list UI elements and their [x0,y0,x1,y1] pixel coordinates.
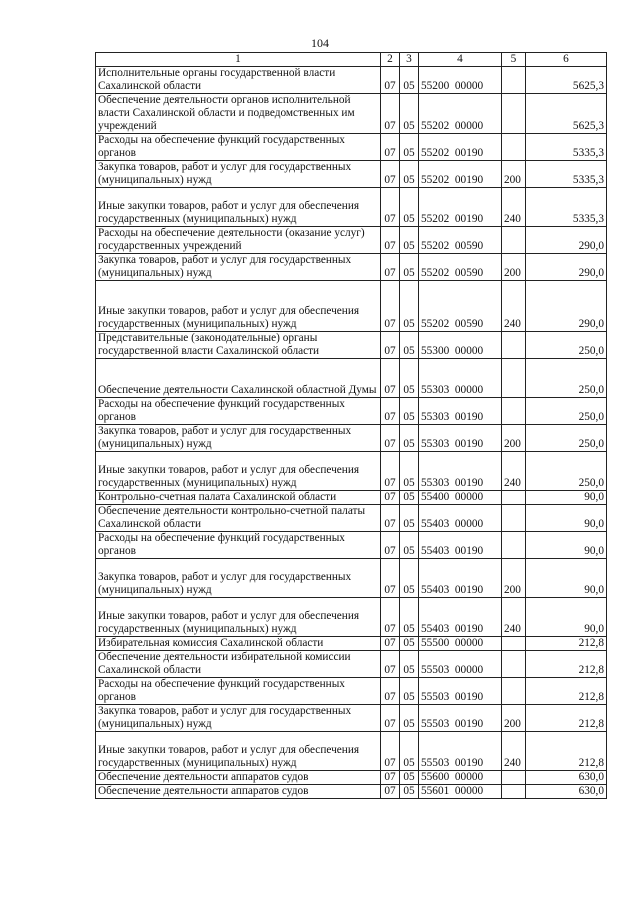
row-target-code-cell: 55200 00000 [419,67,502,94]
row-amount-cell: 212,8 [526,651,607,678]
row-target-code-cell: 55403 00190 [419,532,502,559]
row-section-cell: 07 [381,281,400,332]
page-number: 104 [311,36,329,50]
row-section-cell: 07 [381,771,400,785]
row-subsection-cell: 05 [400,134,419,161]
row-target-code-cell: 55403 00000 [419,505,502,532]
row-amount-cell: 5335,3 [526,161,607,188]
table-row [96,505,607,532]
row-expense-type-cell [502,332,526,359]
row-expense-type-cell [502,134,526,161]
table-row [96,161,607,188]
table-row [96,398,607,425]
row-target-code-cell: 55503 00190 [419,705,502,732]
table-row [96,254,607,281]
row-section-cell: 07 [381,425,400,452]
row-name-cell: Расходы на обеспечение функций государственных органов [96,134,381,161]
row-section-cell: 07 [381,785,400,799]
row-subsection-cell: 05 [400,785,419,799]
table-row [96,134,607,161]
row-target-code-cell: 55303 00190 [419,452,502,491]
row-subsection-cell: 05 [400,332,419,359]
row-name-cell: Иные закупки товаров, работ и услуг для обеспечения государственных (муниципальных) нужд [96,188,381,227]
row-amount-cell: 90,0 [526,505,607,532]
row-name-cell: Расходы на обеспечение функций государственных органов [96,678,381,705]
row-expense-type-cell: 200 [502,705,526,732]
row-subsection-cell: 05 [400,678,419,705]
row-section-cell: 07 [381,452,400,491]
row-section-cell: 07 [381,332,400,359]
table-row [96,732,607,771]
row-target-code-cell: 55500 00000 [419,637,502,651]
row-target-code-cell: 55303 00000 [419,359,502,398]
table-row [96,332,607,359]
row-target-code-cell: 55202 00190 [419,161,502,188]
col-header-section: 2 [381,53,400,67]
row-expense-type-cell [502,637,526,651]
row-expense-type-cell [502,785,526,799]
row-amount-cell: 212,8 [526,678,607,705]
row-expense-type-cell: 240 [502,732,526,771]
table-row [96,637,607,651]
row-amount-cell: 290,0 [526,227,607,254]
row-section-cell: 07 [381,134,400,161]
budget-table [95,52,607,799]
row-section-cell: 07 [381,532,400,559]
row-amount-cell: 250,0 [526,332,607,359]
row-name-cell: Исполнительные органы государственной власти Сахалинской области [96,67,381,94]
row-section-cell: 07 [381,254,400,281]
table-row [96,188,607,227]
table-body [96,67,607,799]
row-amount-cell: 212,8 [526,705,607,732]
row-name-cell: Иные закупки товаров, работ и услуг для обеспечения государственных (муниципальных) нужд [96,281,381,332]
row-section-cell: 07 [381,94,400,134]
row-subsection-cell: 05 [400,398,419,425]
row-subsection-cell: 05 [400,637,419,651]
col-header-name: 1 [96,53,381,67]
row-expense-type-cell: 200 [502,559,526,598]
row-target-code-cell: 55503 00190 [419,732,502,771]
table-row [96,598,607,637]
row-name-cell: Обеспечение деятельности Сахалинской областной Думы [96,359,381,398]
row-subsection-cell: 05 [400,359,419,398]
row-name-cell: Избирательная комиссия Сахалинской области [96,637,381,651]
row-amount-cell: 5625,3 [526,94,607,134]
row-target-code-cell: 55202 00590 [419,227,502,254]
row-subsection-cell: 05 [400,771,419,785]
row-target-code-cell: 55202 00590 [419,281,502,332]
table-row [96,94,607,134]
row-name-cell: Расходы на обеспечение функций государственных органов [96,532,381,559]
row-name-cell: Иные закупки товаров, работ и услуг для обеспечения государственных (муниципальных) нужд [96,598,381,637]
row-amount-cell: 5625,3 [526,67,607,94]
row-name-cell: Закупка товаров, работ и услуг для государственных (муниципальных) нужд [96,425,381,452]
row-amount-cell: 90,0 [526,491,607,505]
row-amount-cell: 290,0 [526,281,607,332]
row-amount-cell: 250,0 [526,359,607,398]
row-amount-cell: 630,0 [526,771,607,785]
row-expense-type-cell [502,67,526,94]
table-row [96,771,607,785]
row-subsection-cell: 05 [400,67,419,94]
row-name-cell: Обеспечение деятельности аппаратов судов [96,771,381,785]
row-expense-type-cell [502,505,526,532]
table-row [96,678,607,705]
row-expense-type-cell [502,532,526,559]
row-subsection-cell: 05 [400,732,419,771]
row-subsection-cell: 05 [400,94,419,134]
row-name-cell: Представительные (законодательные) органы государственной власти Сахалинской области [96,332,381,359]
row-expense-type-cell [502,678,526,705]
row-section-cell: 07 [381,227,400,254]
row-amount-cell: 212,8 [526,637,607,651]
table-row [96,785,607,799]
row-section-cell: 07 [381,491,400,505]
row-section-cell: 07 [381,161,400,188]
row-amount-cell: 90,0 [526,532,607,559]
table-row [96,532,607,559]
row-target-code-cell: 55202 00590 [419,254,502,281]
row-name-cell: Закупка товаров, работ и услуг для государственных (муниципальных) нужд [96,559,381,598]
row-target-code-cell: 55601 00000 [419,785,502,799]
row-section-cell: 07 [381,559,400,598]
row-section-cell: 07 [381,598,400,637]
row-target-code-cell: 55202 00190 [419,134,502,161]
row-expense-type-cell [502,227,526,254]
row-name-cell: Иные закупки товаров, работ и услуг для обеспечения государственных (муниципальных) нужд [96,452,381,491]
row-target-code-cell: 55400 00000 [419,491,502,505]
row-target-code-cell: 55403 00190 [419,598,502,637]
row-name-cell: Обеспечение деятельности аппаратов судов [96,785,381,799]
row-subsection-cell: 05 [400,161,419,188]
row-amount-cell: 630,0 [526,785,607,799]
row-expense-type-cell [502,94,526,134]
row-section-cell: 07 [381,505,400,532]
row-section-cell: 07 [381,398,400,425]
table-row [96,452,607,491]
row-amount-cell: 212,8 [526,732,607,771]
row-subsection-cell: 05 [400,505,419,532]
row-subsection-cell: 05 [400,452,419,491]
row-section-cell: 07 [381,359,400,398]
table-row [96,425,607,452]
row-section-cell: 07 [381,705,400,732]
table-row [96,67,607,94]
row-name-cell: Обеспечение деятельности органов исполнительной власти Сахалинской области и подведомственных им учреждений [96,94,381,134]
row-expense-type-cell: 240 [502,188,526,227]
row-amount-cell: 250,0 [526,452,607,491]
row-name-cell: Расходы на обеспечение функций государственных органов [96,398,381,425]
row-subsection-cell: 05 [400,254,419,281]
row-name-cell: Закупка товаров, работ и услуг для государственных (муниципальных) нужд [96,161,381,188]
table-row [96,359,607,398]
row-expense-type-cell: 240 [502,598,526,637]
row-target-code-cell: 55303 00190 [419,398,502,425]
row-name-cell: Контрольно-счетная палата Сахалинской области [96,491,381,505]
row-subsection-cell: 05 [400,227,419,254]
table-row [96,281,607,332]
row-subsection-cell: 05 [400,532,419,559]
row-expense-type-cell [502,651,526,678]
row-subsection-cell: 05 [400,188,419,227]
row-target-code-cell: 55202 00000 [419,94,502,134]
row-expense-type-cell [502,491,526,505]
row-section-cell: 07 [381,188,400,227]
row-name-cell: Обеспечение деятельности избирательной комиссии Сахалинской области [96,651,381,678]
row-section-cell: 07 [381,67,400,94]
row-amount-cell: 290,0 [526,254,607,281]
table-row [96,227,607,254]
row-name-cell: Закупка товаров, работ и услуг для государственных (муниципальных) нужд [96,254,381,281]
row-target-code-cell: 55303 00190 [419,425,502,452]
table-header-row [96,53,607,67]
row-expense-type-cell: 200 [502,425,526,452]
row-subsection-cell: 05 [400,281,419,332]
row-target-code-cell: 55403 00190 [419,559,502,598]
row-subsection-cell: 05 [400,598,419,637]
row-name-cell: Закупка товаров, работ и услуг для государственных (муниципальных) нужд [96,705,381,732]
table-row [96,559,607,598]
row-name-cell: Иные закупки товаров, работ и услуг для обеспечения государственных (муниципальных) нужд [96,732,381,771]
col-header-target-code: 4 [419,53,502,67]
row-expense-type-cell: 200 [502,161,526,188]
row-amount-cell: 250,0 [526,398,607,425]
row-expense-type-cell: 240 [502,281,526,332]
row-section-cell: 07 [381,732,400,771]
row-amount-cell: 90,0 [526,559,607,598]
col-header-expense-type: 5 [502,53,526,67]
col-header-subsection: 3 [400,53,419,67]
row-target-code-cell: 55202 00190 [419,188,502,227]
row-expense-type-cell [502,359,526,398]
row-subsection-cell: 05 [400,425,419,452]
row-amount-cell: 90,0 [526,598,607,637]
row-expense-type-cell: 200 [502,254,526,281]
row-amount-cell: 250,0 [526,425,607,452]
row-subsection-cell: 05 [400,559,419,598]
row-expense-type-cell: 240 [502,452,526,491]
row-target-code-cell: 55503 00190 [419,678,502,705]
row-section-cell: 07 [381,651,400,678]
row-amount-cell: 5335,3 [526,188,607,227]
row-subsection-cell: 05 [400,491,419,505]
row-subsection-cell: 05 [400,705,419,732]
row-expense-type-cell [502,771,526,785]
table-row [96,705,607,732]
row-amount-cell: 5335,3 [526,134,607,161]
row-subsection-cell: 05 [400,651,419,678]
row-target-code-cell: 55503 00000 [419,651,502,678]
row-name-cell: Расходы на обеспечение деятельности (оказание услуг) государственных учреждений [96,227,381,254]
table-row [96,651,607,678]
row-expense-type-cell [502,398,526,425]
row-target-code-cell: 55300 00000 [419,332,502,359]
table-row [96,491,607,505]
row-section-cell: 07 [381,637,400,651]
row-section-cell: 07 [381,678,400,705]
row-target-code-cell: 55600 00000 [419,771,502,785]
row-name-cell: Обеспечение деятельности контрольно-счетной палаты Сахалинской области [96,505,381,532]
col-header-amount: 6 [526,53,607,67]
